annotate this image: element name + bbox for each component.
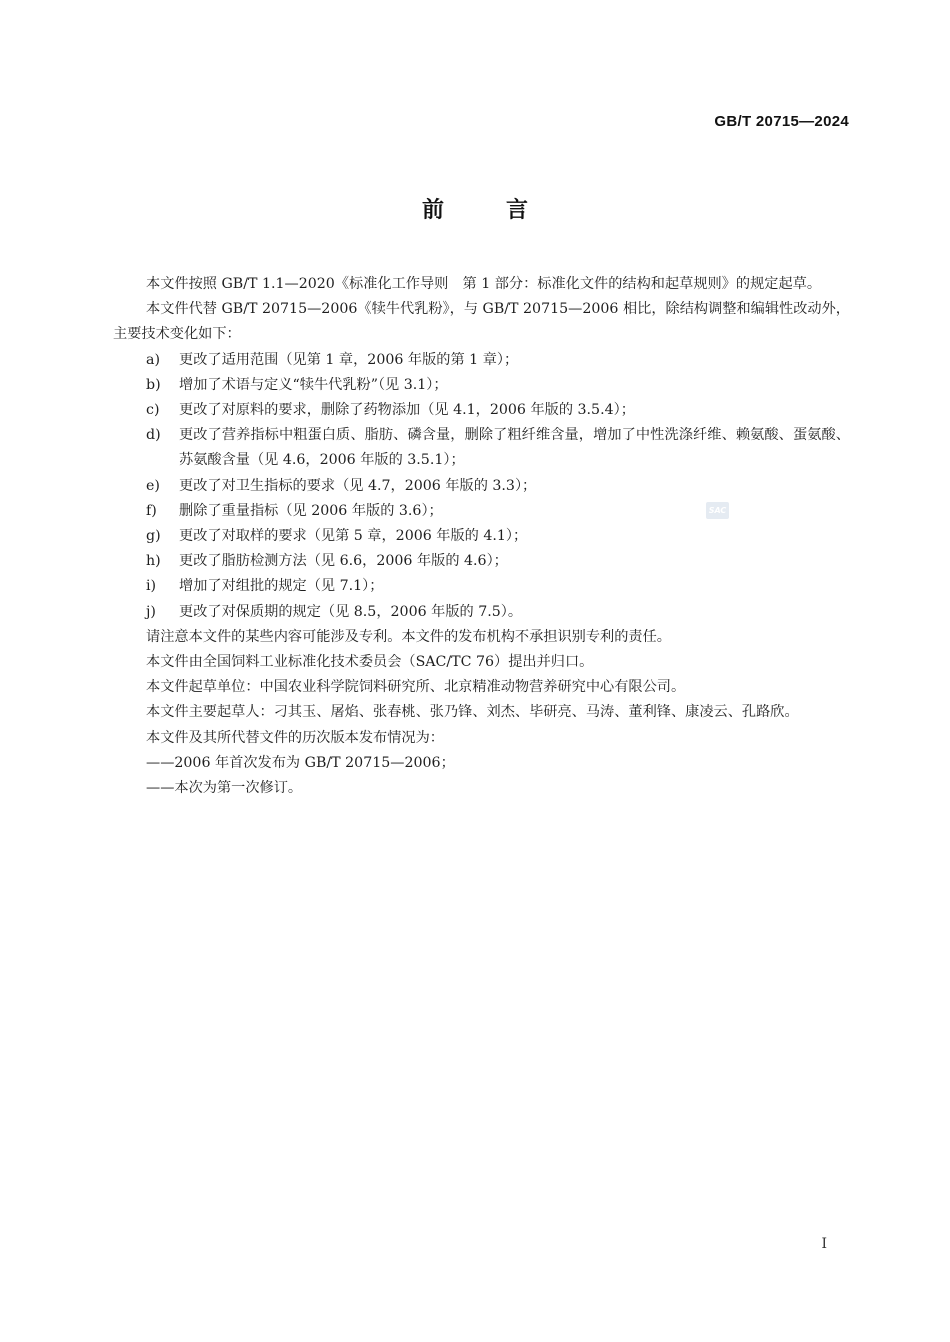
list-item-text: 更改了适用范围（见第 1 章，2006 年版的第 1 章）； [179, 351, 519, 368]
list-item [113, 348, 850, 373]
list-item-text: 增加了对组批的规定（见 7.1）； [179, 578, 384, 595]
list-item-text: 删除了重量指标（见 2006 年版的 3.6）； [179, 502, 443, 519]
standard-number: GB/T 20715—2024 [714, 113, 849, 130]
history-item: ——2006 年首次发布为 GB/T 20715—2006； [146, 754, 455, 771]
list-item-text: 更改了对卫生指标的要求（见 4.7，2006 年版的 3.3）； [179, 477, 537, 494]
list-marker: j) [146, 603, 156, 620]
changes-list [113, 348, 850, 625]
paragraph-committee: 本文件由全国饲料工业标准化技术委员会（SAC/TC 76）提出并归口。 [146, 654, 594, 671]
paragraph-replacement: 本文件代替 GB/T 20715—2006《犊牛代乳粉》，与 GB/T 20715—2006 相比，除结构调整和编辑性改动外，主要技术变化如下： [113, 301, 850, 343]
foreword-body [113, 272, 850, 801]
list-item [113, 373, 850, 398]
paragraph-drafting-rules: 本文件按照 GB/T 1.1—2020《标准化工作导则 第 1 部分：标准化文件的结构和起草规则》的规定起草。 [146, 276, 822, 292]
list-marker: e) [146, 477, 160, 494]
list-item-text: 更改了对原料的要求，删除了药物添加（见 4.1，2006 年版的 3.5.4）； [179, 402, 635, 419]
page-number: I [821, 1236, 827, 1252]
list-item-text: 更改了对取样的要求（见第 5 章，2006 年版的 4.1）； [179, 528, 528, 545]
list-marker: a) [146, 351, 160, 368]
list-item [113, 574, 850, 599]
list-marker: b) [146, 376, 161, 393]
history-item: ——本次为第一次修订。 [146, 780, 303, 797]
list-item-text: 更改了对保质期的规定（见 8.5，2006 年版的 7.5）。 [179, 603, 523, 620]
list-item-text: 更改了脂肪检测方法（见 6.6，2006 年版的 4.6）； [179, 553, 508, 570]
list-item [113, 600, 850, 625]
paragraph-patent-notice: 请注意本文件的某些内容可能涉及专利。本文件的发布机构不承担识别专利的责任。 [146, 628, 671, 645]
list-item [113, 423, 850, 473]
list-item [113, 549, 850, 574]
list-item [113, 474, 850, 499]
list-marker: f) [146, 502, 157, 519]
list-item [113, 398, 850, 423]
page-title: 前言 [421, 198, 590, 223]
paragraph-drafting-units: 本文件起草单位：中国农业科学院饲料研究所、北京精准动物营养研究中心有限公司。 [146, 679, 686, 696]
list-item-text: 增加了术语与定义“犊牛代乳粉”（见 3.1）； [179, 376, 448, 393]
list-marker: h) [146, 553, 161, 570]
list-marker: c) [146, 402, 160, 419]
list-item-text: 更改了营养指标中粗蛋白质、脂肪、磷含量，删除了粗纤维含量，增加了中性洗涤纤维、赖氨酸、蛋氨酸、苏氨酸含量（见 4.6，2006 年版的 3.5.1）； [179, 427, 850, 469]
list-marker: d) [146, 427, 161, 444]
list-item [113, 499, 850, 524]
list-marker: i) [146, 578, 157, 595]
sac-watermark-logo: SAC [706, 502, 729, 519]
paragraph-drafters: 本文件主要起草人：刁其玉、屠焰、张春桃、张乃锋、刘杰、毕研亮、马涛、董利锋、康凌云、孔路欣。 [146, 704, 799, 721]
list-marker: g) [146, 528, 161, 545]
paragraph-history-intro: 本文件及其所代替文件的历次版本发布情况为： [146, 729, 444, 746]
list-item [113, 524, 850, 549]
